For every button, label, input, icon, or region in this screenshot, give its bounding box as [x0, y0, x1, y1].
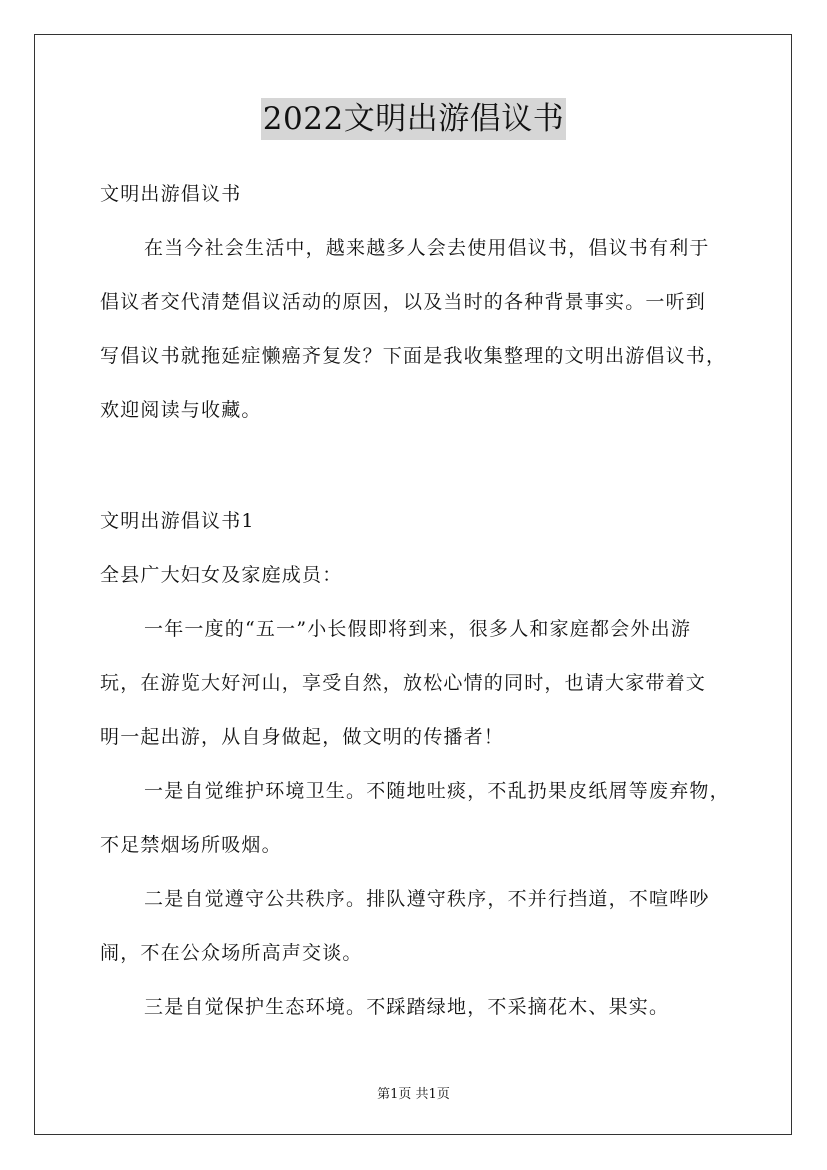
paragraph-line: 三是自觉保护生态环境。不踩踏绿地，不采摘花木、果实。	[144, 996, 670, 1018]
paragraph-line: 二是自觉遵守公共秩序。排队遵守秩序，不并行挡道，不喧哗吵	[144, 888, 710, 910]
intro-line: 在当今社会生活中，越来越多人会去使用倡议书，倡议书有利于	[144, 237, 710, 259]
paragraph-line: 不足禁烟场所吸烟。	[100, 834, 282, 856]
paragraph-line: 一是自觉维护环境卫生。不随地吐痰，不乱扔果皮纸屑等废弃物，	[144, 780, 730, 802]
page-footer: 第1页 共1页	[377, 1087, 450, 1102]
paragraph-line: 一年一度的“五一”小长假即将到来，很多人和家庭都会外出游	[144, 618, 692, 640]
paragraph-line: 闹，不在公众场所高声交谈。	[100, 942, 363, 964]
document-title: 2022文明出游倡议书	[261, 98, 566, 140]
intro-line: 欢迎阅读与收藏。	[100, 399, 262, 421]
paragraph-line: 玩，在游览大好河山，享受自然，放松心情的同时，也请大家带着文	[100, 672, 707, 694]
salutation: 全县广大妇女及家庭成员：	[100, 564, 343, 586]
paragraph-line: 明一起出游，从自身做起，做文明的传播者！	[100, 726, 505, 748]
section-title: 文明出游倡议书1	[100, 510, 255, 532]
document-subtitle: 文明出游倡议书	[100, 183, 242, 205]
intro-line: 倡议者交代清楚倡议活动的原因，以及当时的各种背景事实。一听到	[100, 291, 707, 313]
intro-line: 写倡议书就拖延症懒癌齐复发？下面是我收集整理的文明出游倡议书，	[100, 345, 727, 367]
